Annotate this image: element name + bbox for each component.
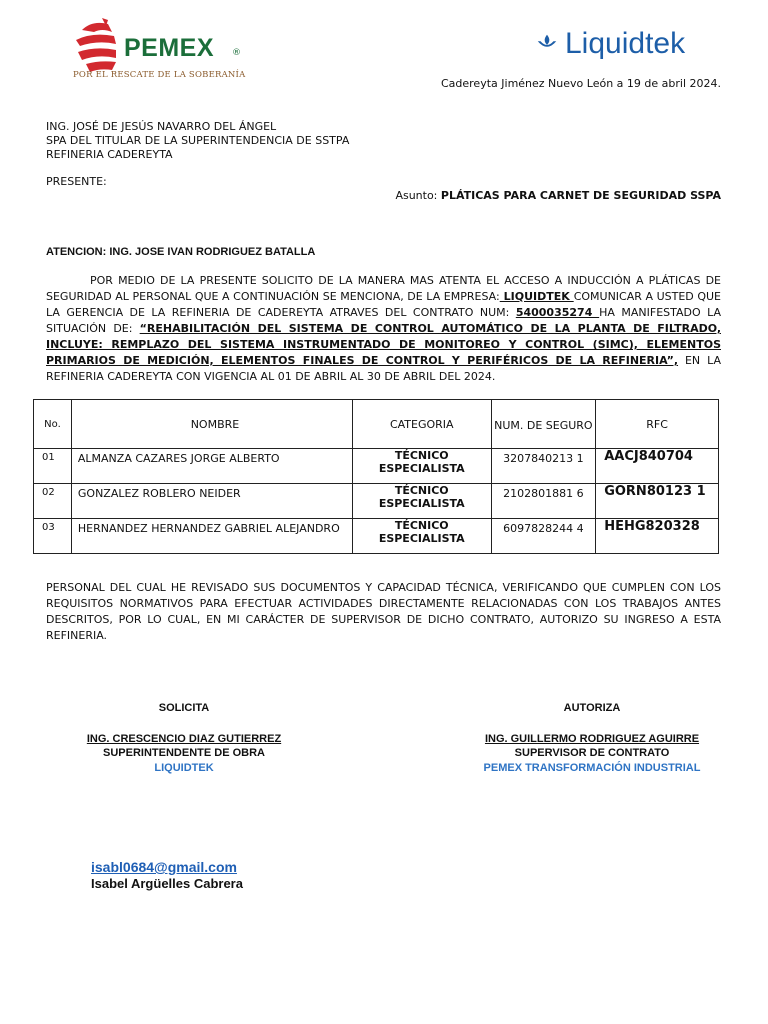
project-title: “REHABILITACIÓN DEL SISTEMA DE CONTROL AUTOMÁTICO DE LA PLANTA DE FILTRADO, INCLUYE: REMPLAZO DEL SISTEMA INSTRUMENTADO DE MONITOREO Y CONTROL (SIMC), ELEMENTOS PRIMARIOS DE MEDICIÓN, ELEMENTOS FINALES DE CONTROL Y PERIFÉRICOS DE LA REFINERIA”, [46, 322, 721, 367]
header-name: NOMBRE [71, 400, 352, 449]
request-paragraph [46, 273, 721, 385]
row-number: 03 [34, 519, 72, 554]
row-category: TÉCNICO ESPECIALISTA [353, 484, 491, 519]
subject-line [300, 189, 721, 202]
subject-value: PLÁTICAS PARA CARNET DE SEGURIDAD SSPA [440, 189, 721, 202]
row-name: GONZALEZ ROBLERO NEIDER [71, 484, 352, 519]
header-category: CATEGORIA [353, 400, 491, 449]
registered-mark: ® [232, 48, 241, 58]
row-number: 02 [34, 484, 72, 519]
table-row [34, 519, 719, 554]
row-name: HERNANDEZ HERNANDEZ GABRIEL ALEJANDRO [71, 519, 352, 554]
signature-heading: AUTORIZA [563, 702, 621, 714]
row-rfc: AACJ840704 [596, 449, 719, 484]
liquidtek-logo-icon [535, 32, 559, 56]
table-row [34, 484, 719, 519]
date-line: Cadereyta Jiménez Nuevo León a 19 de abril 2024. [440, 77, 721, 90]
signature-name: ING. GUILLERMO RODRIGUEZ AGUIRRE [484, 733, 700, 745]
signature-block-authorizer [462, 702, 722, 774]
row-name: ALMANZA CAZARES JORGE ALBERTO [71, 449, 352, 484]
personnel-table [33, 399, 719, 554]
company-name: LIQUIDTEK [499, 290, 574, 303]
pemex-tagline: POR EL RESCATE DE LA SOBERANÍA [73, 70, 246, 80]
presente-label: PRESENTE: [46, 175, 107, 188]
paragraph-part4: EN LA REFINERIA CADEREYTA CON VIGENCIA AL 01 DE ABRIL AL 30 DE ABRIL DEL 2024. [46, 354, 721, 383]
row-insurance: 3207840213 1 [491, 449, 596, 484]
header-insurance: NUM. DE SEGURO [491, 400, 596, 449]
paragraph-part3: HA MANIFESTADO LA SITUACIÓN DE: [46, 306, 721, 335]
paragraph-part1: POR MEDIO DE LA PRESENTE SOLICITO DE LA MANERA MAS ATENTA EL ACCESO A INDUCCIÓN A PLÁTICAS DE SEGURIDAD AL PERSONAL QUE A CONTINUACIÓN SE MENCIONA, DE LA EMPRESA: [46, 274, 721, 303]
addressee-title: SPA DEL TITULAR DE LA SUPERINTENDENCIA DE SSTPA [46, 134, 350, 147]
contact-name: Isabel Argüelles Cabrera [91, 876, 243, 891]
signature-block-requester [54, 702, 314, 774]
contract-number: 5400035274 [515, 306, 600, 319]
attention-line: ATENCION: ING. JOSE IVAN RODRIGUEZ BATALLA [46, 246, 316, 258]
row-category: TÉCNICO ESPECIALISTA [353, 519, 491, 554]
row-rfc: GORN80123 1 [596, 484, 719, 519]
subject-label: Asunto: [395, 189, 441, 202]
row-insurance: 2102801881 6 [491, 484, 596, 519]
header-rfc: RFC [596, 400, 719, 449]
addressee-name: ING. JOSÉ DE JESÚS NAVARRO DEL ÁNGEL [46, 120, 277, 133]
table-header-row [34, 400, 719, 449]
row-number: 01 [34, 449, 72, 484]
row-rfc: HEHG820328 [596, 519, 719, 554]
email-link[interactable]: isabl0684@gmail.com [91, 859, 237, 875]
addressee-location: REFINERIA CADEREYTA [46, 148, 173, 161]
signature-role: SUPERINTENDENTE DE OBRA [103, 747, 265, 759]
pemex-wordmark: PEMEX [124, 34, 215, 62]
row-insurance: 6097828244 4 [491, 519, 596, 554]
signature-company: PEMEX TRANSFORMACIÓN INDUSTRIAL [483, 762, 701, 774]
signature-role: SUPERVISOR DE CONTRATO [514, 747, 670, 759]
signature-name: ING. CRESCENCIO DIAZ GUTIERREZ [86, 733, 282, 745]
signature-company: LIQUIDTEK [154, 762, 214, 774]
authorization-paragraph: PERSONAL DEL CUAL HE REVISADO SUS DOCUMENTOS Y CAPACIDAD TÉCNICA, VERIFICANDO QUE CUMPLEN CON LOS REQUISITOS NORMATIVOS PARA EFECTUAR ACTIVIDADES DIRECTAMENTE RELACIONADAS CON LOS TRABAJOS ANTES DESCRITOS, POR LO CUAL, EN MI CARÁCTER DE SUPERVISOR DE DICHO CONTRATO, AUTORIZO SU INGRESO A ESTA REFINERIA. [46, 581, 721, 642]
row-category: TÉCNICO ESPECIALISTA [353, 449, 491, 484]
paragraph-part2: COMUNICAR A USTED QUE LA GERENCIA DE LA REFINERIA DE CADEREYTA ATRAVES DEL CONTRATO NUM: [46, 290, 721, 319]
table-row [34, 449, 719, 484]
signature-heading: SOLICITA [158, 702, 210, 714]
header-no: No. [34, 400, 72, 449]
liquidtek-wordmark: Liquidtek [565, 27, 686, 60]
